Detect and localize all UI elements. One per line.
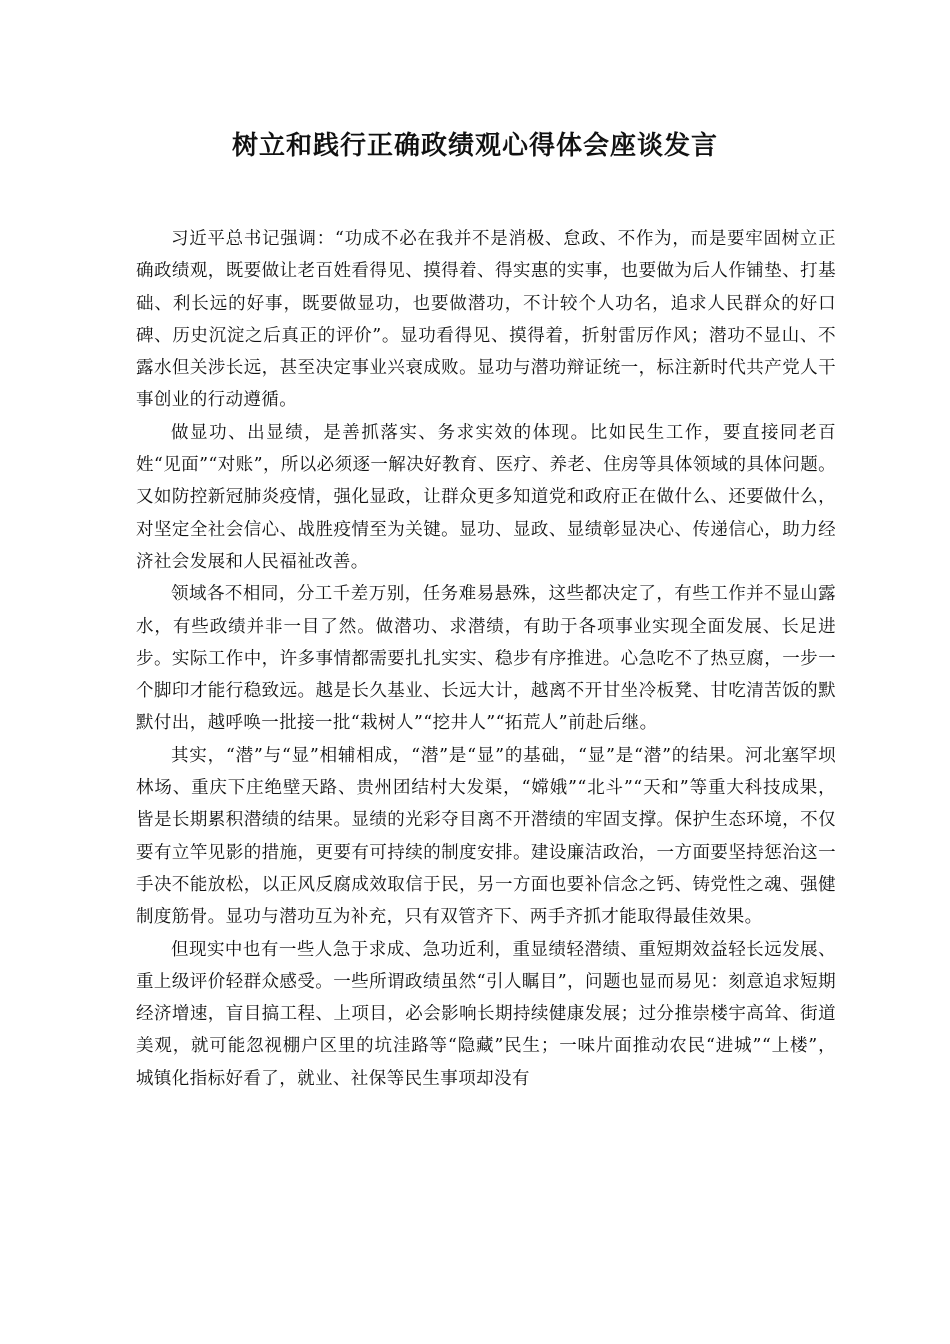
paragraph-3: 领域各不相同，分工千差万别，任务难易悬殊，这些都决定了，有些工作并不显山露水，有些政绩并非一目了然。做潜功、求潜绩，有助于各项事业实现全面发展、长足进步。实际工作中，许多事情都需要扎扎实实、稳步有序推进。心急吃不了热豆腐，一步一个脚印才能行稳致远。越是长久基业、长远大计，越离不开甘坐冷板凳、甘吃清苦饭的默默付出，越呼唤一批接一批“栽树人”“挖井人”“拓荒人”前赴后继。: [136, 584, 836, 734]
paragraph-1: 习近平总书记强调：“功成不必在我并不是消极、怠政、不作为，而是要牢固树立正确政绩观，既要做让老百姓看得见、摸得着、得实惠的实事，也要做为后人作铺垫、打基础、利长远的好事，既要做显功，也要做潜功，不计较个人功名，追求人民群众的好口碑、历史沉淀之后真正的评价”。显功看得见、摸得着，折射雷厉作风；潜功不显山、不露水但关涉长远，甚至决定事业兴衰成败。显功与潜功辩证统一，标注新时代共产党人干事创业的行动遵循。: [136, 229, 836, 411]
document-body: [136, 223, 836, 1095]
document-title: 树立和践行正确政绩观心得体会座谈发言: [231, 131, 718, 161]
paragraph-4: 其实，“潜”与“显”相辅相成，“潜”是“显”的基础，“显”是“潜”的结果。河北塞罕坝林场、重庆下庄绝壁天路、贵州团结村大发渠，“嫦娥”“北斗”“天和”等重大科技成果，皆是长期累积潜绩的结果。显绩的光彩夺目离不开潜绩的牢固支撑。保护生态环境，不仅要有立竿见影的措施，更要有可持续的制度安排。建设廉洁政治，一方面要坚持惩治这一手决不能放松，以正风反腐成效取信于民，另一方面也要补信念之钙、铸党性之魂、强健制度筋骨。显功与潜功互为补充，只有双管齐下、两手齐抓才能取得最佳效果。: [136, 745, 836, 928]
paragraph-2: 做显功、出显绩，是善抓落实、务求实效的体现。比如民生工作，要直接同老百姓“见面”“对账”，所以必须逐一解决好教育、医疗、养老、住房等具体领域的具体问题。又如防控新冠肺炎疫情，强化显政，让群众更多知道党和政府正在做什么、还要做什么，对坚定全社会信心、战胜疫情至为关键。显功、显政、显绩彰显决心、传递信心，助力经济社会发展和人民福祉改善。: [136, 422, 836, 572]
paragraph-5: 但现实中也有一些人急于求成、急功近利，重显绩轻潜绩、重短期效益轻长远发展、重上级评价轻群众感受。一些所谓政绩虽然“引人瞩目”，问题也显而易见：刻意追求短期经济增速，盲目搞工程、上项目，必会影响长期持续健康发展；过分推崇楼宇高耸、街道美观，就可能忽视棚户区里的坑洼路等“隐藏”民生；一味片面推动农民“进城”“上楼”，城镇化指标好看了，就业、社保等民生事项却没有: [136, 939, 836, 1089]
